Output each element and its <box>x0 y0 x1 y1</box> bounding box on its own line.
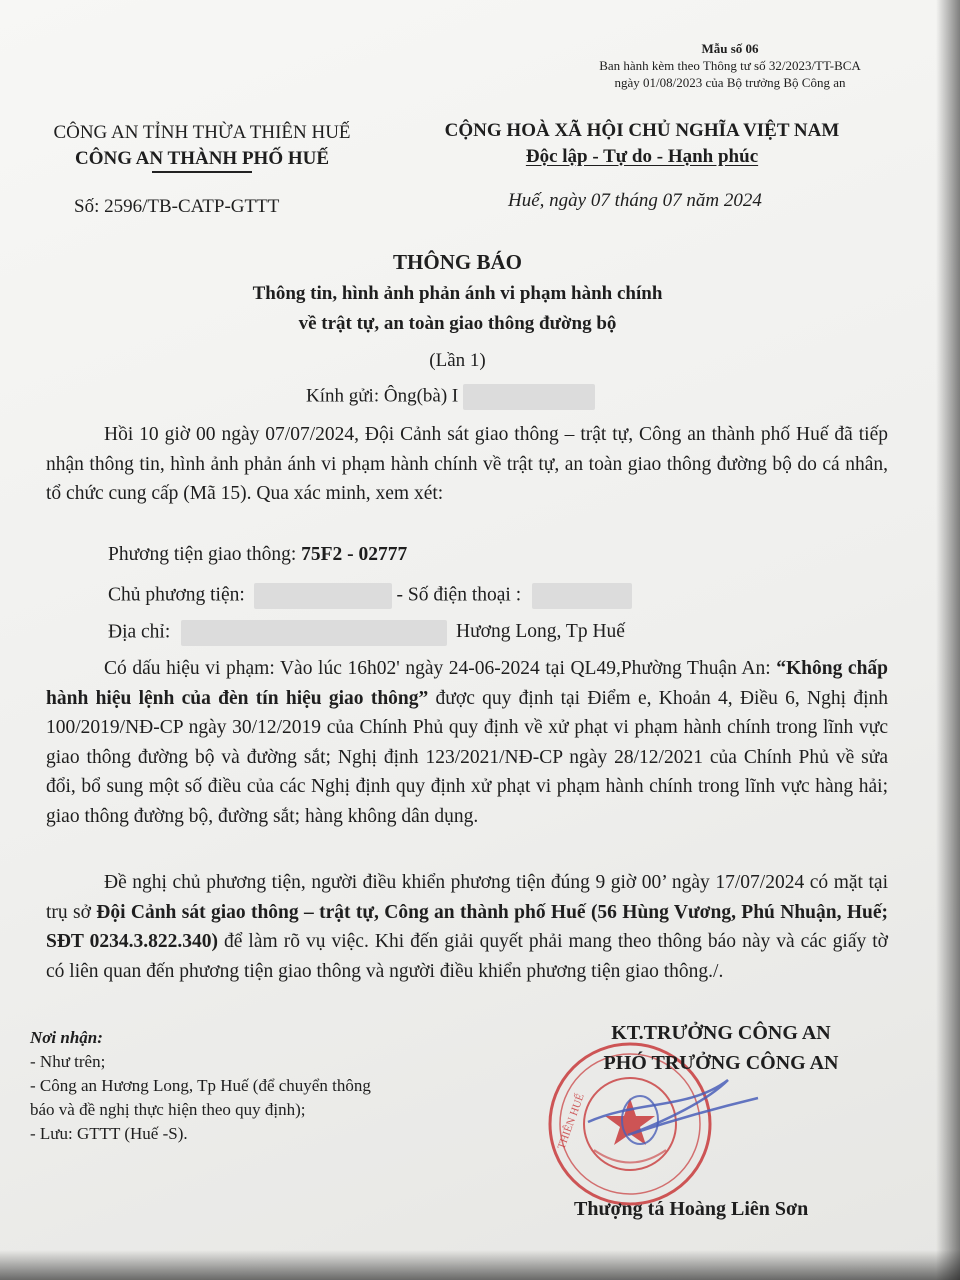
document-subtitle-1: Thông tin, hình ảnh phản ánh vi phạm hành chính <box>252 283 663 304</box>
country-name: CỘNG HOÀ XÃ HỘI CHỦ NGHĨA VIỆT NAM <box>444 120 840 141</box>
violation-start: Có dấu hiệu vi phạm: Vào lúc 16h02' ngày 24-06-2024 tại QL49,Phường Thuận An: <box>104 658 777 679</box>
signature-title-2: PHÓ TRƯỞNG CÔNG AN <box>603 1052 839 1074</box>
address-value: Hương Long, Tp Huế <box>456 621 625 643</box>
recipient-item: - Lưu: GTTT (Huế -S). <box>30 1124 188 1143</box>
document-subtitle-2: về trật tự, an toàn giao thông đường bộ <box>298 313 617 334</box>
address-label: Địa chỉ: <box>108 621 171 643</box>
paragraph-intro <box>46 420 888 509</box>
paragraph-violation <box>46 654 888 831</box>
violation-offense: “Không chấp hành hiệu lệnh của đèn tín hiệu giao thông” <box>46 658 889 709</box>
violation-end: được quy định tại Điểm e, Khoản 4, Điều 6, Nghị định 100/2019/NĐ-CP ngày 30/12/2019 của Chính Phủ quy định về xử phạt vi phạm hành chính trong lĩnh vực giao thông đường bộ và đường sắt; Nghị định 123/2021/NĐ-CP ngày 28/12/2021 của Chính Phủ về sửa đổi, bổ sung một số điều của các Nghị định quy định xử phạt vi phạm hành chính trong lĩnh vực hàng hải; giao thông đường bộ, đường sắt; hàng không dân dụng. <box>46 687 889 827</box>
page-shadow-bottom <box>0 1250 960 1280</box>
document-title: THÔNG BÁO <box>393 250 522 274</box>
redacted-owner <box>254 583 392 609</box>
vehicle-plate: 75F2 - 02777 <box>301 544 408 565</box>
request-text <box>46 868 888 986</box>
redacted-address <box>181 620 447 646</box>
signature-title-1: KT.TRƯỞNG CÔNG AN <box>611 1022 831 1044</box>
redacted-name <box>463 384 595 410</box>
document-date: Huế, ngày 07 tháng 07 năm 2024 <box>508 190 762 211</box>
svg-text:THIÊN HUẾ: THIÊN HUẾ <box>555 1092 587 1152</box>
recipient-line <box>306 384 595 410</box>
request-start: Đề nghị chủ phương tiện, người điều khiển phương tiện đúng 9 giờ 00’ ngày 17/07/2024 có mặt tại trụ sở <box>46 872 888 923</box>
intro-text: Hồi 10 giờ 00 ngày 07/07/2024, Đội Cảnh sát giao thông – trật tự, Công an thành phố Huế đã tiếp nhận thông tin, hình ảnh phản ánh vi phạm hành chính về trật tự, an toàn giao thông đường bộ do cá nhân, tổ chức cung cấp (Mã 15). Qua xác minh, xem xét: <box>46 424 888 504</box>
agency-name: CÔNG AN THÀNH PHỐ HUẾ <box>74 148 330 169</box>
form-issued-by: Ban hành kèm theo Thông tư số 32/2023/TT-BCA <box>599 58 861 73</box>
recipient-label: Kính gửi: Ông(bà) I <box>306 385 459 407</box>
notice-round: (Lần 1) <box>429 350 486 371</box>
recipients-heading: Nơi nhận: <box>30 1028 103 1047</box>
violation-text <box>46 654 888 831</box>
paragraph-request <box>46 868 888 986</box>
issuing-agency <box>18 120 386 173</box>
form-issued-date: ngày 01/08/2023 của Bộ trưởng Bộ Công an <box>614 75 846 90</box>
agency-parent: CÔNG AN TỈNH THỪA THIÊN HUẾ <box>53 122 351 143</box>
document-number: Số: 2596/TB-CATP-GTTT <box>74 196 280 217</box>
vehicle-label: Phương tiện giao thông: <box>108 544 302 565</box>
request-end: để làm rõ vụ việc. Khi đến giải quyết phải mang theo thông báo này và các giấy tờ có liên quan đến phương tiện giao thông và người điều khiển phương tiện giao thông./. <box>46 931 888 982</box>
request-location: Đội Cảnh sát giao thông – trật tự, Công an thành phố Huế (56 Hùng Vương, Phú Nhuận, Huế; SĐT 0234.3.822.340) <box>46 901 889 952</box>
form-number: Mẫu số 06 <box>701 41 759 56</box>
signer-name: Thượng tá Hoàng Liên Sơn <box>574 1198 809 1220</box>
owner-label: Chủ phương tiện: <box>108 584 245 606</box>
recipient-item: - Công an Hương Long, Tp Huế (để chuyển thông <box>30 1076 371 1095</box>
recipients-block <box>30 1026 371 1146</box>
recipient-item: báo và đề nghị thực hiện theo quy định); <box>30 1100 306 1119</box>
page-shadow-right <box>936 0 960 1280</box>
form-reference <box>560 40 900 91</box>
signature-block <box>556 1018 886 1078</box>
vehicle-line <box>108 544 407 566</box>
redacted-phone <box>532 583 632 609</box>
recipient-item: - Như trên; <box>30 1052 106 1071</box>
owner-line <box>108 583 632 609</box>
address-line <box>108 620 625 646</box>
national-motto <box>392 118 892 170</box>
star-icon <box>605 1098 655 1145</box>
phone-label: - Số điện thoại : <box>396 584 522 606</box>
motto: Độc lập - Tự do - Hạnh phúc <box>525 146 759 167</box>
